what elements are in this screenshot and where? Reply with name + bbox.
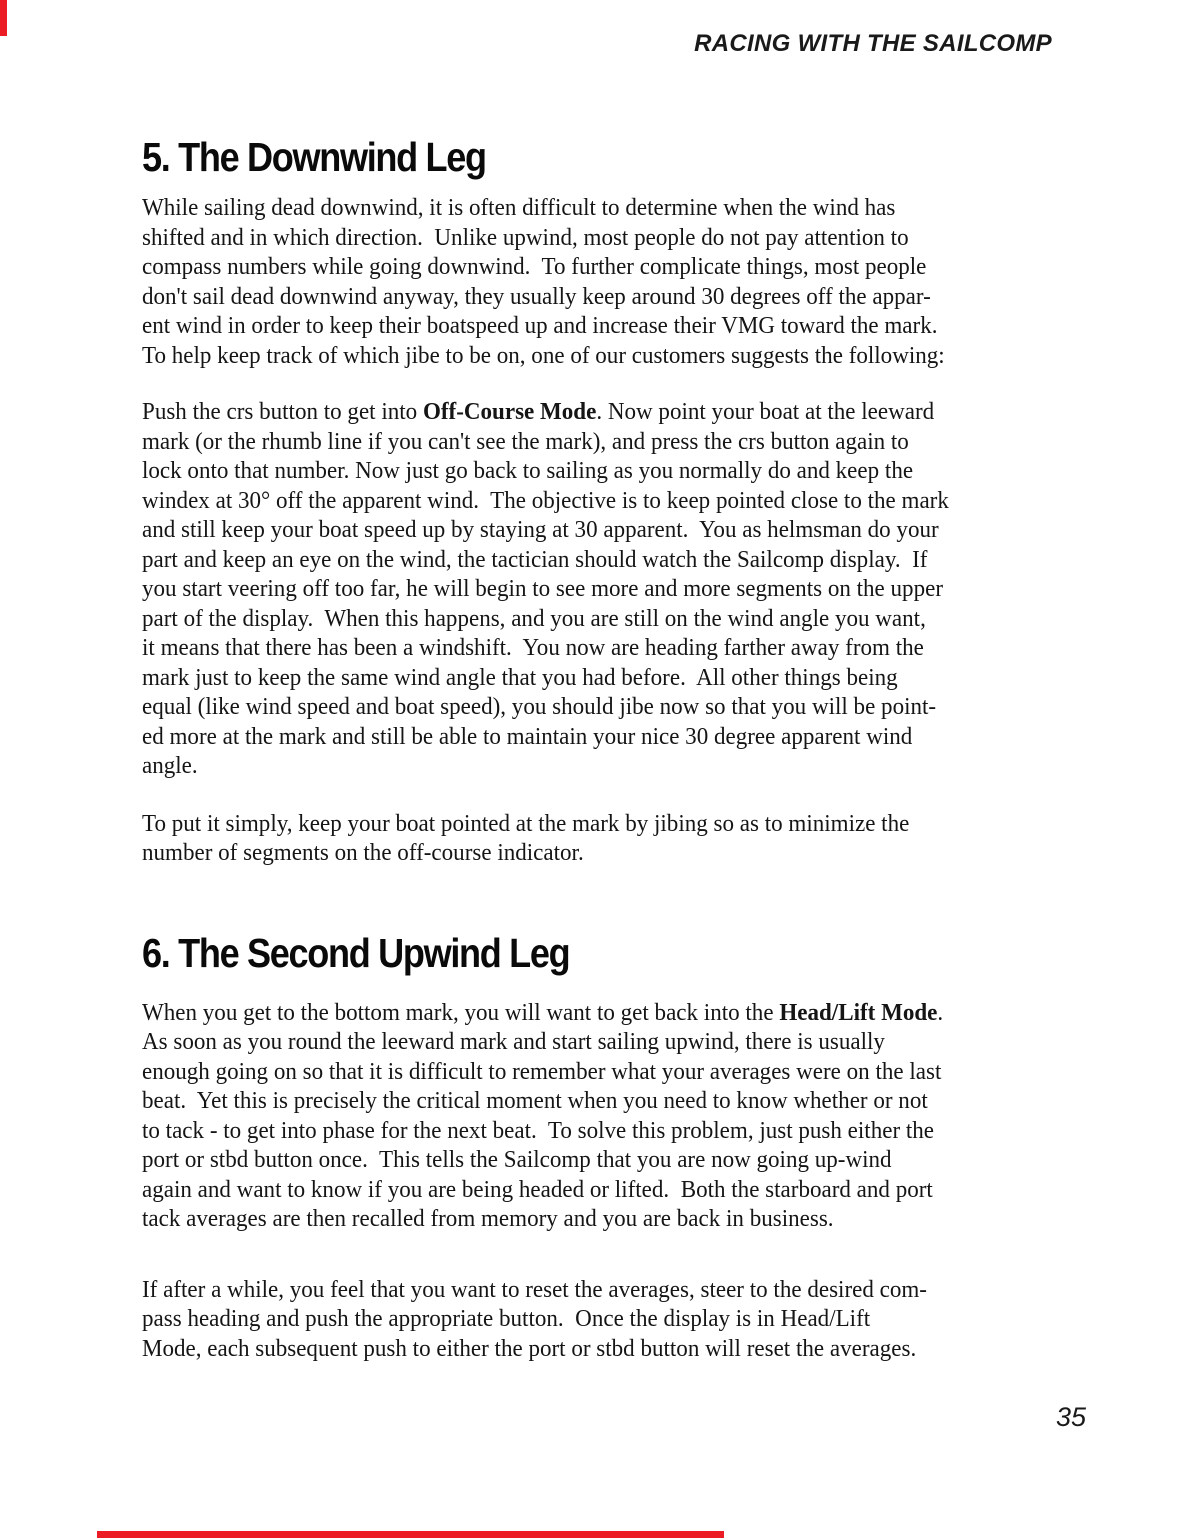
text-line (142, 342, 1020, 372)
text-segment: ed more at the mark and still be able to maintain your nice 30 degree apparent wind (142, 723, 913, 750)
page-number: 35 (1056, 1402, 1087, 1432)
text-segment: mark (or the rhumb line if you can't see the mark), and press the crs button again to (142, 428, 909, 455)
text-segment: it means that there has been a windshift. You now are heading farther away from the (142, 635, 924, 661)
text-line (142, 398, 1020, 428)
text-segment: lock onto that number. Now just go back to sailing as you normally do and keep the (142, 458, 914, 484)
text-line (142, 1058, 1020, 1088)
text-line (142, 487, 1020, 517)
text-line (142, 1117, 1020, 1147)
text-segment: compass numbers while going downwind. To further complicate things, most people (142, 254, 927, 280)
section-heading: 6. The Second Upwind Leg (142, 929, 570, 976)
text-line (142, 1276, 1020, 1306)
text-line (142, 194, 1020, 224)
text-line (142, 723, 1020, 753)
text-segment: To help keep track of which jibe to be on, one of our customers suggests the following: (142, 342, 945, 369)
paragraph (142, 398, 1057, 782)
text-line (142, 516, 1020, 546)
text-line (142, 752, 1020, 782)
text-segment: part of the display. When this happens, and you are still on the wind angle you want, (142, 605, 926, 632)
section (142, 930, 1057, 1365)
scan-edge-mark-bottom (97, 1531, 724, 1538)
text-line (142, 605, 1020, 635)
text-segment: again and want to know if you are being headed or lifted. Both the starboard and port (142, 1176, 933, 1203)
bold-phrase: Off-Course Mode (422, 399, 597, 425)
text-segment: tack averages are then recalled from memory and you are back in business. (142, 1206, 834, 1232)
paragraph (142, 810, 1057, 869)
text-line (142, 1028, 1020, 1058)
text-line (142, 693, 1020, 723)
paragraph (142, 999, 1057, 1235)
paragraph (142, 1276, 1057, 1365)
text-segment: don't sail dead downwind anyway, they usually keep around 30 degrees off the appar- (142, 283, 931, 310)
text-segment: angle. (142, 753, 198, 779)
text-segment: . Now point your boat at the leeward (596, 399, 935, 425)
text-line (142, 810, 1020, 840)
section (142, 134, 1057, 869)
text-line (142, 1146, 1020, 1176)
text-segment: number of segments on the off-course indicator. (142, 840, 584, 866)
paragraph (142, 194, 1057, 371)
text-line (142, 283, 1020, 313)
text-segment: While sailing dead downwind, it is often difficult to determine when the wind has (142, 195, 896, 221)
text-line (142, 999, 1020, 1029)
bold-phrase: Head/Lift Mode (779, 999, 938, 1026)
text-segment: pass heading and push the appropriate button. Once the display is in Head/Lift (142, 1306, 871, 1332)
section-heading: 5. The Downwind Leg (142, 134, 486, 180)
text-segment: enough going on so that it is difficult to remember what your averages were on the last (142, 1058, 942, 1085)
text-line (142, 1087, 1020, 1117)
scan-edge-mark-top-left (0, 0, 7, 36)
text-segment: to tack - to get into phase for the next beat. To solve this problem, just push either the (142, 1117, 935, 1144)
text-segment: As soon as you round the leeward mark and start sailing upwind, there is usually (142, 1029, 885, 1055)
text-line (142, 457, 1020, 487)
text-segment: ent wind in order to keep their boatspeed up and increase their VMG toward the mark. (142, 313, 938, 339)
text-line (142, 575, 1020, 605)
text-line (142, 1176, 1020, 1206)
text-segment: If after a while, you feel that you want to reset the averages, steer to the desired com- (142, 1276, 927, 1303)
text-line (142, 312, 1020, 342)
text-line (142, 253, 1020, 283)
text-segment: port or stbd button once. This tells the Sailcomp that you are now going up-wind (142, 1147, 892, 1173)
text-segment: you start veering off too far, he will begin to see more and more segments on the upper (142, 576, 943, 602)
text-segment: mark just to keep the same wind angle that you had before. All other things being (142, 664, 898, 691)
text-line (142, 839, 1020, 869)
text-line (142, 664, 1020, 694)
text-line (142, 546, 1020, 576)
text-line (142, 1335, 1020, 1365)
text-line (142, 224, 1020, 254)
text-segment: Mode, each subsequent push to either the port or stbd button will reset the averages. (142, 1335, 917, 1362)
text-segment: Push the crs button to get into (142, 399, 423, 425)
text-segment: . (937, 999, 944, 1026)
text-segment: beat. Yet this is precisely the critical moment when you need to know whether or not (142, 1088, 928, 1114)
text-column (142, 0, 1057, 1364)
text-segment: To put it simply, keep your boat pointed at the mark by jibing so as to minimize the (142, 810, 910, 837)
text-segment: equal (like wind speed and boat speed), you should jibe now so that you will be point- (142, 694, 937, 720)
text-segment: When you get to the bottom mark, you will want to get back into the (142, 999, 780, 1026)
text-line (142, 1205, 1020, 1235)
text-segment: shifted and in which direction. Unlike upwind, most people do not pay attention to (142, 224, 909, 251)
text-line (142, 1305, 1020, 1335)
running-header: RACING WITH THE SAILCOMP (694, 30, 1052, 57)
text-segment: windex at 30° off the apparent wind. The objective is to keep pointed close to the mark (142, 487, 949, 514)
text-segment: and still keep your boat speed up by staying at 30 apparent. You as helmsman do your (142, 517, 939, 543)
text-line (142, 428, 1020, 458)
text-line (142, 634, 1020, 664)
text-segment: part and keep an eye on the wind, the tactician should watch the Sailcomp display. If (142, 546, 928, 573)
